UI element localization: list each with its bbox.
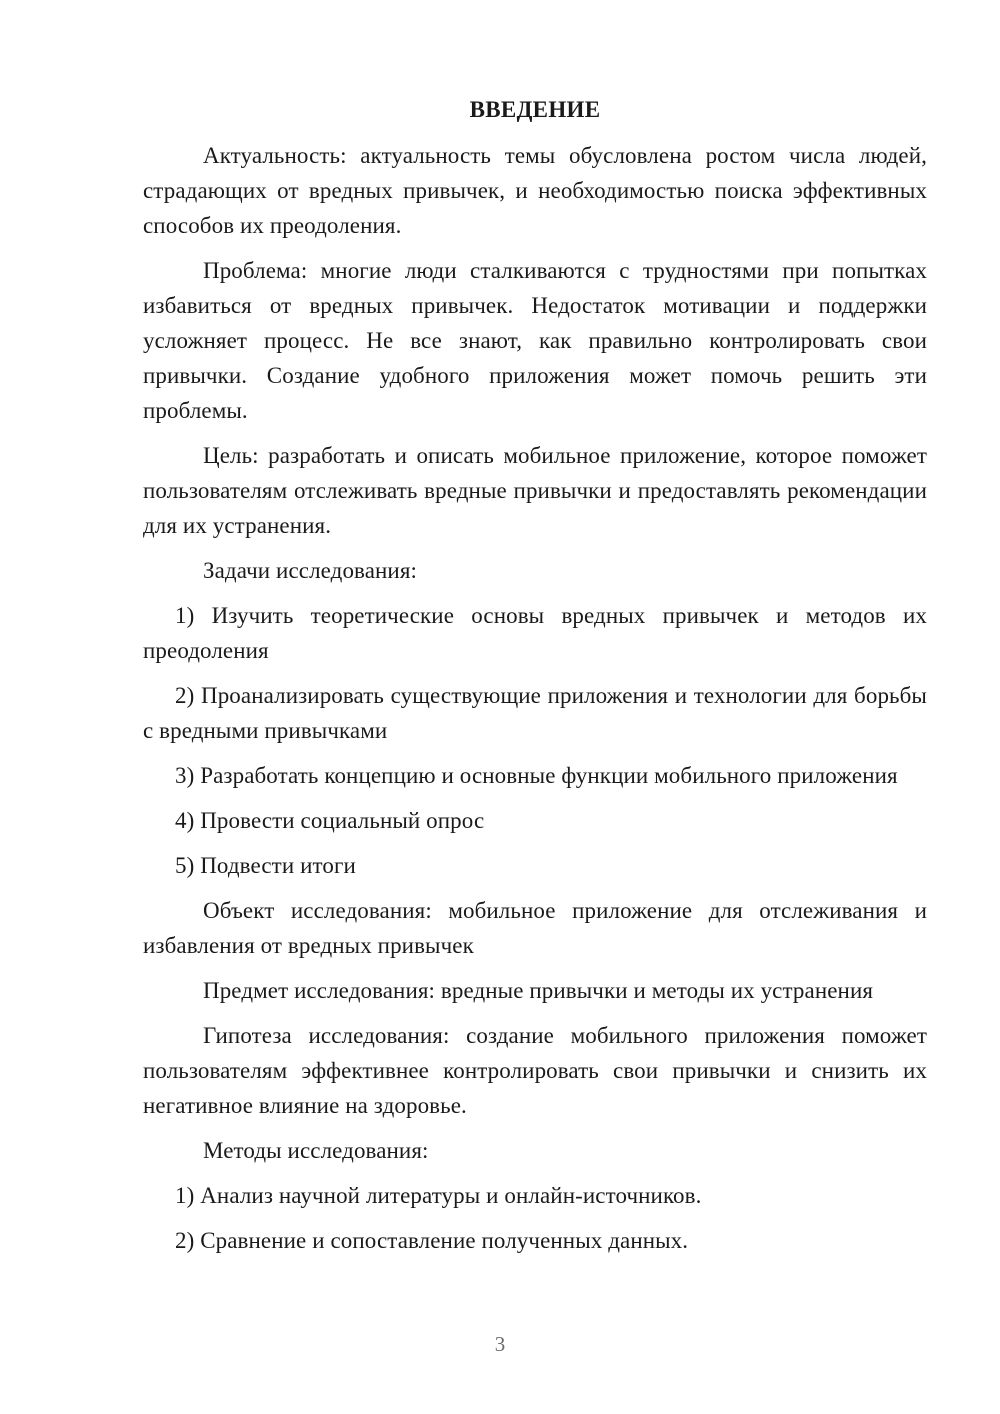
task-item: 5) Подвести итоги	[175, 853, 356, 878]
subject-paragraph: Предмет исследования: вредные привычки и методы их устранения	[203, 978, 874, 1003]
problem-paragraph: Проблема: многие люди сталкиваются с трудностями при попытках избавиться от вредных привычек. Недостаток мотивации и поддержки усложняет процесс. Не все знают, как правильно контролировать свои привычки. Создание удобного приложения может помочь решить эти проблемы.	[143, 258, 927, 423]
page-number: 3	[494, 1332, 506, 1356]
task-item: 1) Изучить теоретические основы вредных привычек и методов их преодоления	[143, 603, 927, 663]
task-item: 2) Проанализировать существующие приложения и технологии для борьбы с вредными привычками	[143, 683, 927, 743]
task-item: 4) Провести социальный опрос	[175, 808, 485, 833]
tasks-heading: Задачи исследования:	[203, 558, 418, 583]
page-title: ВВЕДЕНИЕ	[469, 97, 601, 122]
page-content	[143, 92, 927, 1268]
method-item: 1) Анализ научной литературы и онлайн-источников.	[175, 1183, 702, 1208]
object-paragraph: Объект исследования: мобильное приложение для отслеживания и избавления от вредных привычек	[143, 898, 927, 958]
relevance-paragraph: Актуальность: актуальность темы обусловлена ростом числа людей, страдающих от вредных привычек, и необходимостью поиска эффективных способов их преодоления.	[143, 143, 927, 238]
hypothesis-paragraph: Гипотеза исследования: создание мобильного приложения поможет пользователям эффективнее контролировать свои привычки и снизить их негативное влияние на здоровье.	[143, 1023, 927, 1118]
method-item: 2) Сравнение и сопоставление полученных данных.	[175, 1228, 689, 1253]
goal-paragraph: Цель: разработать и описать мобильное приложение, которое поможет пользователям отслеживать вредные привычки и предоставлять рекомендации для их устранения.	[143, 443, 927, 538]
task-item: 3) Разработать концепцию и основные функции мобильного приложения	[175, 763, 898, 788]
methods-heading: Методы исследования:	[203, 1138, 429, 1163]
